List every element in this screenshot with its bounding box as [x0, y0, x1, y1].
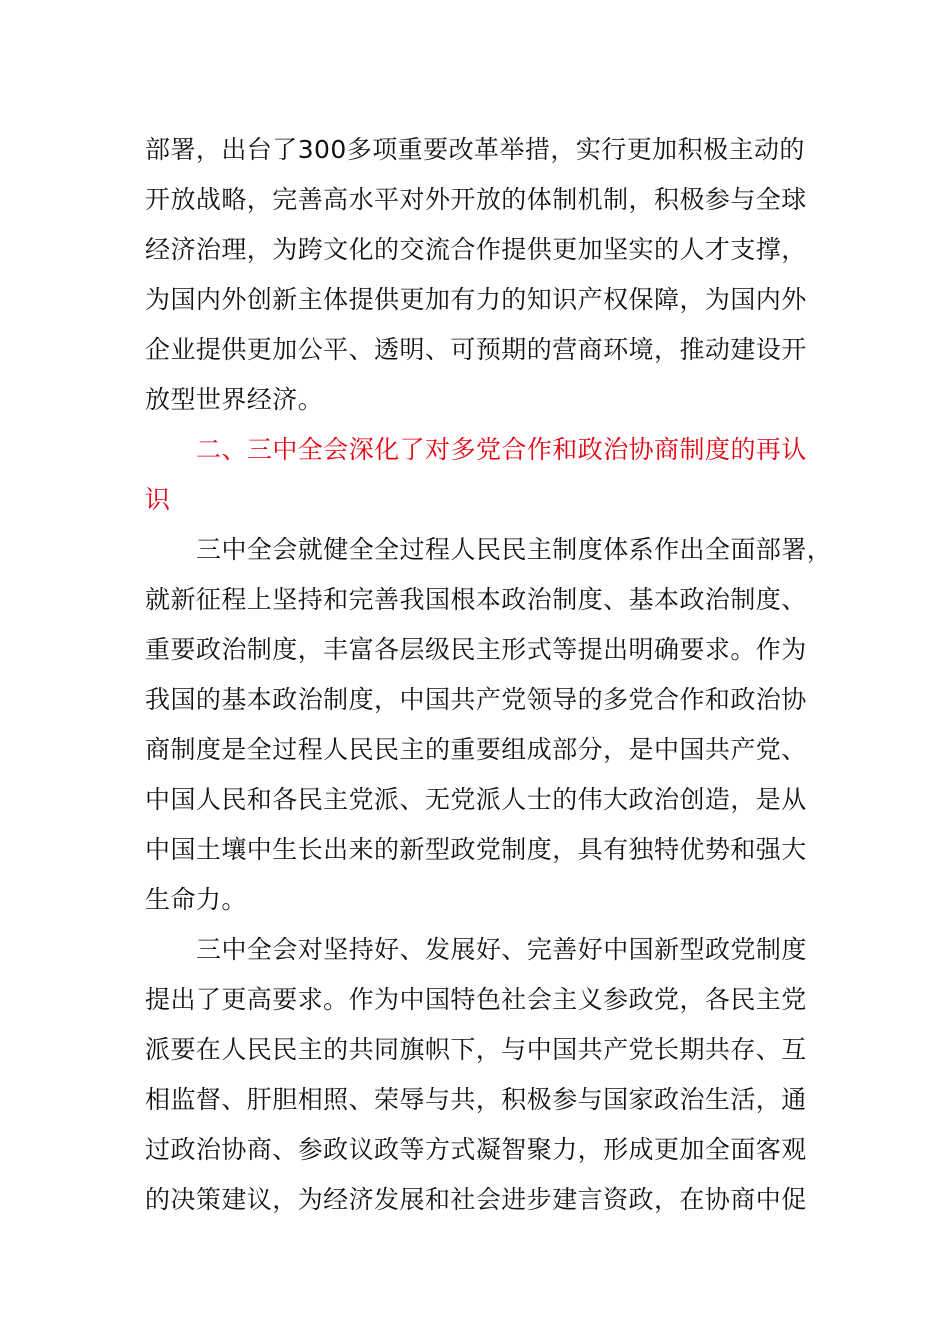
body-text-line: 生命力。 [145, 885, 247, 914]
body-text-line: 相监督、肝胆相照、荣辱与共，积极参与国家政治生活，通 [145, 1085, 807, 1114]
body-text-line: 提出了更高要求。作为中国特色社会主义参政党，各民主党 [145, 985, 807, 1014]
body-text-line: 中国人民和各民主党派、无党派人士的伟大政治创造，是从 [145, 785, 807, 814]
body-text-line: 经济治理，为跨文化的交流合作提供更加坚实的人才支撑， [145, 235, 807, 264]
body-text-line: 开放战略，完善高水平对外开放的体制机制，积极参与全球 [145, 185, 807, 214]
section-heading-line: 识 [145, 485, 171, 514]
body-text-line: 部署，出台了300多项重要改革举措，实行更加积极主动的 [145, 135, 805, 164]
body-text-line: 三中全会就健全全过程人民民主制度体系作出全面部署， [196, 535, 833, 564]
body-text-line: 为国内外创新主体提供更加有力的知识产权保障，为国内外 [145, 285, 807, 314]
body-text-line: 我国的基本政治制度，中国共产党领导的多党合作和政治协 [145, 685, 807, 714]
body-text-line: 放型世界经济。 [145, 385, 324, 414]
body-text-line: 派要在人民民主的共同旗帜下，与中国共产党长期共存、互 [145, 1035, 807, 1064]
section-heading-line: 二、三中全会深化了对多党合作和政治协商制度的再认 [196, 435, 807, 464]
body-text-line: 就新征程上坚持和完善我国根本政治制度、基本政治制度、 [145, 585, 807, 614]
body-text-line: 商制度是全过程人民民主的重要组成部分，是中国共产党、 [145, 735, 807, 764]
body-text-line: 重要政治制度，丰富各层级民主形式等提出明确要求。作为 [145, 635, 807, 664]
body-text-line: 三中全会对坚持好、发展好、完善好中国新型政党制度 [196, 935, 807, 964]
body-text-line: 企业提供更加公平、透明、可预期的营商环境，推动建设开 [145, 335, 807, 364]
body-text-line: 中国土壤中生长出来的新型政党制度，具有独特优势和强大 [145, 835, 807, 864]
body-text-line: 过政治协商、参政议政等方式凝智聚力，形成更加全面客观 [145, 1135, 807, 1164]
body-text-line: 的决策建议，为经济发展和社会进步建言资政，在协商中促 [145, 1185, 807, 1214]
